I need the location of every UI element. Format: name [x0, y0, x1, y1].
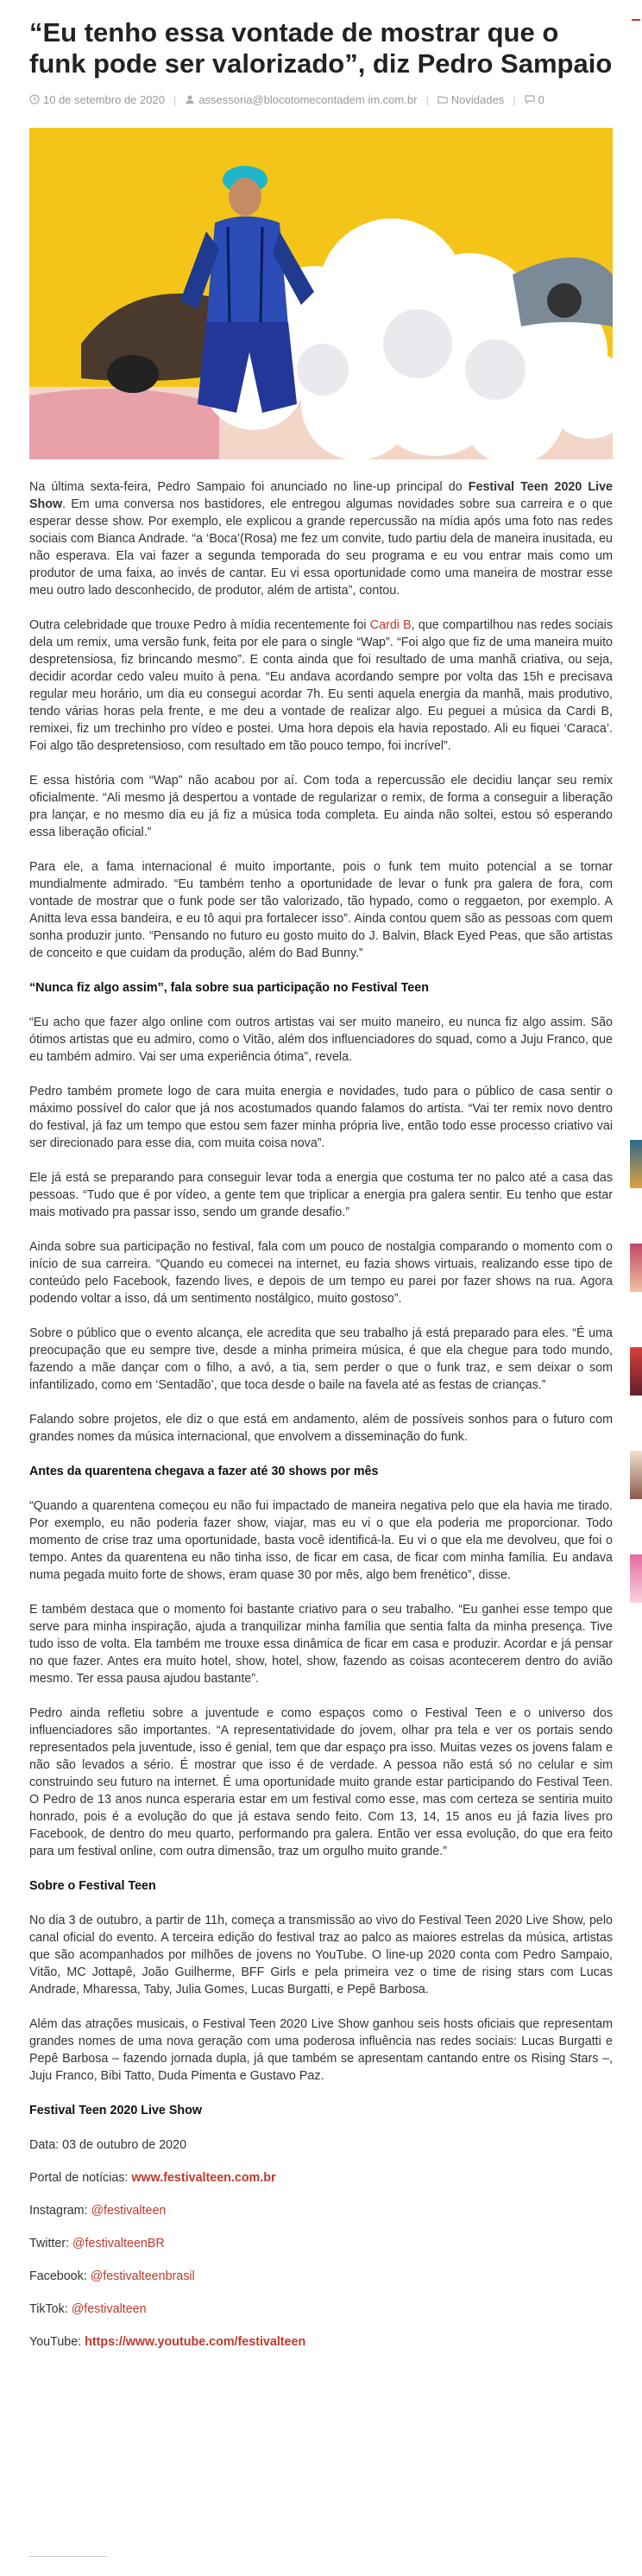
sidebar-edge	[630, 0, 642, 2576]
paragraph-2: Outra celebridade que trouxe Pedro à mídia recentemente foi Cardi B, que compartilhou nas redes sociais dela um remix, uma versão funk, feita por ele para o single “Wap”. “Foi algo que fiz de uma maneira muito despretensiosa, fiz brincando mesmo”. E conta ainda que foi resultado de uma manhã criativa, ou seja, decidir acordar cedo valeu muito à pena. “Eu andava acordando sempre por volta das 15h e precisava regular meu horário, um dia eu consegui acordar 7h. Eu senti aquela energia da manhã, mais produtivo, tendo várias horas pela frente, e me deu a vontade de realizar algo. Eu peguei a música da Cardi B, remixei, fiz um trechinho pro vídeo e postei. Uma hora depois ela havia repostado. Ali eu fiquei ‘Caraca’. Foi algo tão despretensioso, com resultado em tão pouco tempo, foi incrível”.	[29, 618, 613, 753]
info-instagram: Instagram: @festivalteen	[29, 2204, 167, 2218]
paragraph-4: Para ele, a fama internacional é muito importante, pois o funk tem muito potencial a se tornar mundialmente admirado. “Eu também tenho a oportunidade de levar o funk pra galera de fora, com vontade de mostrar que o funk pode ser tão valorizado, tão hypado, como o reggaeton, por exemplo. A Anitta leva essa bandeira, e eu tô aqui pra fortalecer isso”. Ainda contou quem são as pessoas com quem sonha produzir junto. “Pensando no futuro eu gosto muito do J. Balvin, Black Eyed Peas, que são artistas de conceito e que cuidam da produção, além do Bad Bunny.”	[29, 860, 613, 960]
facebook-link[interactable]: @festivalteenbrasil	[90, 2269, 195, 2283]
meta-separator: |	[425, 92, 429, 106]
festival-info	[29, 2102, 613, 2351]
sidebar-thumbnail[interactable]	[630, 1347, 642, 1396]
paragraph-10: Falando sobre projetos, ele diz o que está em andamento, além de possíveis sonhos para o futuro com grandes nomes da música internacional, que envolvem a disseminação do funk.	[29, 1413, 613, 1444]
user-icon	[185, 94, 195, 104]
paragraph-9: Sobre o público que o evento alcança, ele acredita que seu trabalho já está preparado para eles. “É uma preocupação que eu sempre tive, desde a minha primeira música, é que ela chegue para todo mundo, fazendo a mãe dançar com o filho, a avó, a tia, sem perder o que o funk traz, e sem deixar o som infantilizado, como em ‘Sentadão’, que toca desde o baile na favela até as festas de crianças.”	[29, 1326, 613, 1392]
info-facebook: Facebook: @festivalteenbrasil	[29, 2269, 195, 2283]
paragraph-12: E também destaca que o momento foi bastante criativo para o seu trabalho. “Eu ganhei esse tempo que serve para minha inspiração, ajuda a tranquilizar minha família que sentia falta da minha presença. Tive tudo isso de volta. Ela também me trouxe essa dinâmica de ficar em casa e produzir. Acordar e já pensar no que fazer. Antes era muito hotel, show, hotel, show, fazendo as coisas acontecerem dentro do avião mesmo. Ter essa pausa ajudou bastante”.	[29, 1603, 613, 1686]
sidebar-thumbnail[interactable]	[630, 1244, 642, 1292]
portal-link[interactable]: www.festivalteen.com.br	[131, 2171, 276, 2185]
info-portal: Portal de notícias: www.festivalteen.com.br	[29, 2171, 276, 2185]
sidebar-thumbnail[interactable]	[630, 1554, 642, 1603]
hero-photo-illustration	[29, 128, 613, 459]
meta-separator: |	[173, 92, 177, 106]
post-comments[interactable]: 0	[525, 93, 544, 106]
section-heading-3: Sobre o Festival Teen	[29, 1879, 156, 1893]
info-tiktok: TikTok: @festivalteen	[29, 2302, 147, 2316]
post-date: 10 de setembro de 2020	[29, 93, 165, 106]
page-title: “Eu tenho essa vontade de mostrar que o funk pode ser valorizado”, diz Pedro Sampaio	[29, 17, 613, 79]
divider	[29, 2556, 107, 2557]
info-youtube: YouTube: https://www.youtube.com/festivalteen	[29, 2335, 306, 2349]
twitter-link[interactable]: @festivalteenBR	[72, 2237, 165, 2250]
sidebar-accent-bar	[632, 19, 640, 21]
comment-icon	[525, 94, 535, 104]
festival-name: Festival Teen 2020 Live Show	[29, 480, 614, 511]
paragraph-15: Além das atrações musicais, o Festival Teen 2020 Live Show ganhou seis hosts oficiais que representam grandes nomes de uma nova geração com uma poderosa influência nas redes sociais: Lucas Burgatti e Pepê Barbosa – fazendo jornada dupla, já que também se apresentam cantando entre os Rising Stars –, Juju Franco, Bibi Tatto, Duda Pimenta e Gustavo Paz.	[29, 2017, 613, 2083]
post-category[interactable]: Novidades	[437, 93, 504, 106]
folder-icon	[437, 94, 448, 104]
post-meta	[29, 90, 613, 109]
hero-image	[29, 128, 613, 459]
meta-separator: |	[513, 92, 516, 106]
paragraph-3: E essa história com “Wap” não acabou por aí. Com toda a repercussão ele decidiu lançar seu remix oficialmente. “Ali mesmo já despertou a vontade de regularizar o remix, de forma a conseguir a liberação pra lançar, e no mesmo dia eu já fiz a música toda completa. Eu ainda não soltei, estou só esperando essa liberação oficial.”	[29, 774, 613, 839]
post-author[interactable]: assessoria@blocotomecontadem im.com.br	[185, 93, 417, 106]
paragraph-7: Ele já está se preparando para conseguir levar toda a energia que costuma ter no palco até a casa das pessoas. “Tudo que é por vídeo, a gente tem que triplicar a energia pra galera sentir. Eu tenho que estar mais motivado pra passar isso, sendo um grande desafio.”	[29, 1171, 613, 1219]
cardib-link[interactable]: Cardi B	[369, 618, 412, 632]
paragraph-6: Pedro também promete logo de cara muita energia e novidades, tudo para o público de casa sentir o máximo possível do calor que já nos acostumados quando falamos do artista. “Vai ter remix novo dentro do festival, já faz um tempo que estou sem fazer minha própria live, então todo esse processo criativo vai ser direcionado para esse dia, com muita coisa nova”.	[29, 1085, 613, 1150]
clock-icon	[29, 94, 40, 104]
paragraph-8: Ainda sobre sua participação no festival, fala com um pouco de nostalgia comparando o momento com o início de sua carreira. “Quando eu comecei na internet, eu fazia shows virtuais, realizando esse tipo de conteúdo pelo Facebook, fazendo lives, e depois de um tempo eu parei por fazer shows na rua. Agora podendo voltar a isso, dá um sentimento nostálgico, muito gostoso”.	[29, 1240, 613, 1306]
section-heading-1: “Nunca fiz algo assim”, fala sobre sua participação no Festival Teen	[29, 981, 429, 995]
youtube-link[interactable]: https://www.youtube.com/festivalteen	[85, 2335, 306, 2349]
tiktok-link[interactable]: @festivalteen	[71, 2302, 147, 2316]
info-date: Data: 03 de outubro de 2020	[29, 2138, 187, 2152]
info-twitter: Twitter: @festivalteenBR	[29, 2237, 165, 2250]
info-heading: Festival Teen 2020 Live Show	[29, 2104, 202, 2117]
paragraph-1: Na última sexta-feira, Pedro Sampaio foi anunciado no line-up principal do Festival Teen 2020 Live Show. Em uma conversa nos bastidores, ele entregou algumas novidades sobre sua carreira e o que esperar desse show. Por exemplo, ele explicou a grande repercussão na mídia após uma foto nas redes sociais com Bianca Andrade. “a ‘Boca’(Rosa) me fez um convite, tudo partiu dela de maneira inusitada, eu não esperava. Ela vai fazer a segunda temporada do seu programa e eu vou entrar mais como um produtor de uma faixa, ao invés de cantar. Eu vi essa oportunidade como uma maneira de mostrar esse meu outro lado desconhecido, de produtor, além de artista”, contou.	[29, 480, 614, 598]
paragraph-5: “Eu acho que fazer algo online com outros artistas vai ser muito maneiro, eu nunca fiz algo assim. São ótimos artistas que eu admiro, como o Vitão, além dos influenciadores do squad, como a Juju Franco, que eu também admiro. Vai ser uma experiência ótima”, revela.	[29, 1016, 613, 1064]
section-heading-2: Antes da quarentena chegava a fazer até 30 shows por mês	[29, 1465, 379, 1478]
sidebar-thumbnail[interactable]	[630, 1140, 642, 1188]
article	[29, 17, 613, 2366]
instagram-link[interactable]: @festivalteen	[91, 2204, 167, 2218]
sidebar-thumbnail[interactable]	[630, 1451, 642, 1499]
paragraph-11: “Quando a quarentena começou eu não fui impactado de maneira negativa pelo que ela havia me tirado. Por exemplo, eu não poderia fazer show, viajar, mas eu vi o que ela poderia me proporcionar. Todo momento de crise traz uma oportunidade, basta você identificá-la. Eu vi o que ela me devolveu, que foi o tempo. Antes da quarentena eu não tinha isso, de ficar em casa, de ficar com minha família. Eu andava numa pegada muito forte de shows, eram quase 30 por mês, algo bem frenético”, disse.	[29, 1499, 613, 1582]
paragraph-14: No dia 3 de outubro, a partir de 11h, começa a transmissão ao vivo do Festival Teen 2020 Live Show, pelo canal oficial do evento. A terceira edição do festival traz ao palco as maiores estrelas da música, artistas que são acompanhados por milhões de jovens no YouTube. O line-up 2020 conta com Pedro Sampaio, Vitão, MC Jottapê, João Guilherme, BFF Girls e pela primeira vez o time de rising stars com Lucas Andrade, Mharessa, Taby, Julia Gomes, Lucas Burgatti, e Pepê Barbosa.	[29, 1914, 613, 1997]
paragraph-13: Pedro ainda refletiu sobre a juventude e como espaços como o Festival Teen e o universo dos influenciadores são importantes. “A representatividade do jovem, olhar pra tela e ver os portais sendo representados pela juventude, isso é genial, tem que dar espaço pra isso. Muitas vezes os jovens falam e não são levados a sério. É mostrar que isso é de verdade. A pessoa não está só no celular e sim construindo seu futuro na internet. É uma oportunidade muito grande estar participando do Festival Teen. O Pedro de 13 anos nunca esperaria estar em um festival como esse, mas com certeza se sentiria muito honrado, pois é a evolução do que já estava sendo feito. Com 13, 14, 15 anos eu já fazia lives pro Facebook, de dentro do meu quarto, performando pra galera. Então ver essa evolução, do que era feito para um festival online, com outra dimensão, traz um orgulho muito grande.”	[29, 1706, 613, 1858]
